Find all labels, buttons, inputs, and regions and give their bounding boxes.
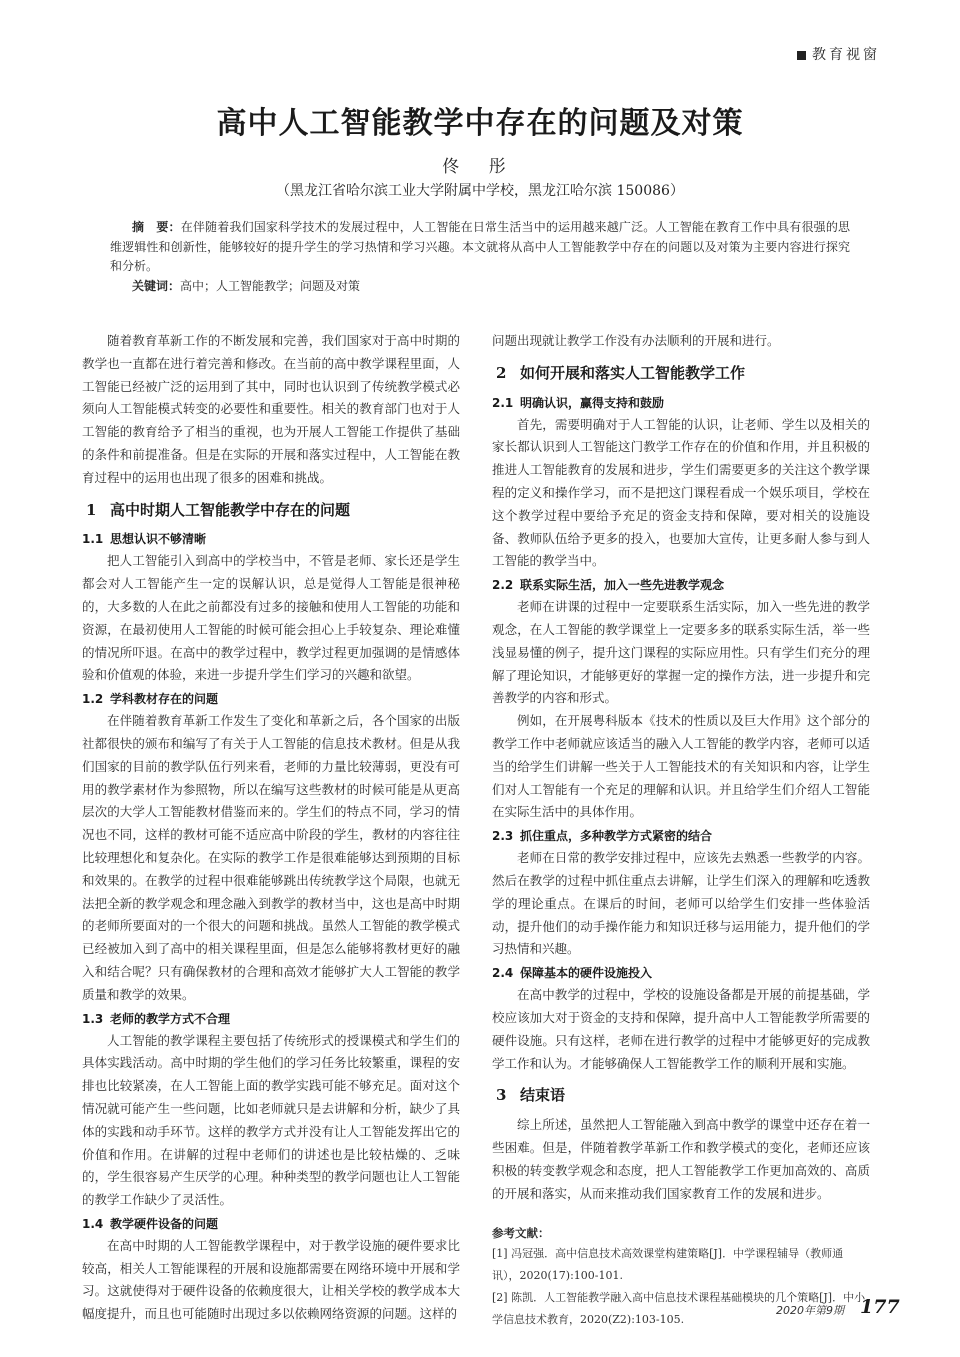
section-1-1-heading <box>82 528 460 550</box>
subsection-number: 2.3 <box>492 829 514 844</box>
subsection-number: 1.1 <box>82 532 104 547</box>
reference-item: [1] 冯冠强．高中信息技术高效课堂构建策略[J]．中学课程辅导（教师通讯），2020(17):100-101. <box>492 1247 844 1283</box>
section-title: 如何开展和落实人工智能教学工作 <box>520 363 746 382</box>
abstract <box>110 218 850 277</box>
subsection-title: 联系实际生活，加入一些先进教学观念 <box>520 578 725 593</box>
keywords <box>110 277 850 294</box>
subsection-number: 2.1 <box>492 395 514 410</box>
section-2-1-heading <box>492 392 870 414</box>
section-number: 3 <box>496 1086 507 1105</box>
keywords-text: 高中；人工智能教学；问题及对策 <box>180 279 361 293</box>
section-number: 1 <box>86 500 97 519</box>
subsection-number: 1.3 <box>82 1011 104 1026</box>
issue-label: 2020年第9期 <box>776 1304 844 1317</box>
paragraph: 综上所述，虽然把人工智能融入到高中教学的课堂中还存在着一些困难。但是，伴随着教学革新工作和教学模式的变化，老师还应该积极的转变教学观念和态度，把人工智能教学工作更加高效的、高质的开展和落实，从而来推动我们国家教育工作的发展和进步。 <box>492 1117 870 1201</box>
square-bullet-icon <box>797 51 806 60</box>
paragraph: 老师在讲课的过程中一定要联系生活实际，加入一些先进的教学观念，在人工智能的教学课堂上一定要多多的联系实际生活，举一些浅显易懂的例子，提升这门课程的实际应用性。只有学生们充分的理解了理论知识，才能够更好的掌握一定的操作方法，进一步提升和完善教学的内容和形式。 <box>492 599 870 706</box>
paragraph-continued: 问题出现就让教学工作没有办法顺利的开展和进行。 <box>492 333 780 348</box>
section-1-2-heading <box>82 688 460 710</box>
paragraph: 老师在日常的教学安排过程中，应该先去熟悉一些教学的内容。然后在教学的过程中抓住重点去讲解，让学生们深入的理解和吃透教学的理论重点。在课后的时间，老师可以给学生们安排一些体验活动，提升他们的动手操作能力和知识迁移与运用能力，提升他们的学习热情和兴趣。 <box>492 850 870 957</box>
section-tag-label: 教育视窗 <box>812 47 880 63</box>
paragraph: 在伴随着教育革新工作发生了变化和革新之后，各个国家的出版社都很快的颁布和编写了有关于人工智能的信息技术教材。但是从我们国家的目前的教学队伍行列来看，老师的力量比较薄弱，更没有可用的教学素材作为参照物，所以在编写这些教材的时候可能是从更高层次的大学人工智能教材借鉴而来的。学生们的特点不同，学习的情况也不同，这样的教材可能不适应高中阶段的学生，教材的内容往往比较理想化和复杂化。在实际的教学工作是很难能够达到预期的目标和效果的。在教学的过程中很难能够跳出传统教学这个局限，也就无法把全新的教学观念和理念融入到教学的教材当中，这也是高中时期的老师所要面对的一个很大的问题和挑战。虽然人工智能的教学模式已经被加入到了高中的相关课程里面，但是怎么能够将教材更好的融入和结合呢？只有确保教材的合理和高效才能够扩大人工智能的教学质量和教学的效果。 <box>82 713 460 1002</box>
subsection-number: 2.2 <box>492 578 514 593</box>
article-title: 高中人工智能教学中存在的问题及对策 <box>216 106 744 141</box>
subsection-title: 思想认识不够清晰 <box>110 532 207 547</box>
reference-item: [2] 陈凯．人工智能教学融入高中信息技术课程基础模块的几个策略[J]．中小学信息技术教育，2020(Z2):103-105. <box>492 1291 866 1327</box>
subsection-number: 1.2 <box>82 692 104 707</box>
section-1-4-heading <box>82 1213 460 1235</box>
section-1-heading <box>82 499 460 522</box>
subsection-title: 学科教材存在的问题 <box>110 692 219 707</box>
subsection-number: 1.4 <box>82 1216 104 1231</box>
subsection-title: 明确认识，赢得支持和鼓励 <box>520 395 665 410</box>
section-tag <box>797 44 880 64</box>
section-3-heading <box>492 1084 870 1107</box>
abstract-text: 在伴随着我们国家科学技术的发展过程中，人工智能在日常生活当中的运用越来越广泛。人工智能在教育工作中具有很强的思维逻辑性和创新性，能够较好的提升学生的学习热情和学习兴趣。本文就将从高中人工智能教学中存在的问题以及对策为主要内容进行探究和分析。 <box>110 220 850 273</box>
section-number: 2 <box>496 363 507 382</box>
paragraph: 人工智能的教学课程主要包括了传统形式的授课模式和学生们的具体实践活动。高中时期的学生他们的学习任务比较繁重，课程的安排也比较紧凑，在人工智能上面的教学实践可能不够充足。面对这个情况就可能产生一些问题，比如老师就只是去讲解和分析，缺少了具体的实践和动手环节。这样的教学方式并没有让人工智能发挥出它的价值和作用。在讲解的过程中老师们的讲述也是比较枯燥的、乏味的，学生很容易产生厌学的心理。种种类型的教学问题也让人工智能的教学工作缺少了灵活性。 <box>82 1032 460 1208</box>
right-column <box>492 330 870 1331</box>
subsection-title: 保障基本的硬件设施投入 <box>520 966 653 981</box>
paragraph: 把人工智能引入到高中的学校当中，不管是老师、家长还是学生都会对人工智能产生一定的误解认识，总是觉得人工智能是很神秘的，大多数的人在此之前都没有过多的接触和使用人工智能的功能和资源，在最初使用人工智能的时候可能会担心上手较复杂、理论难懂的情况所吓退。在高中的教学过程中，教学过程更加强调的是情感体验和价值观的体验，来进一步提升学生们学习的兴趣和欲望。 <box>82 553 460 683</box>
abstract-label: 摘 要： <box>132 220 181 234</box>
keywords-label: 关键词： <box>132 279 181 293</box>
left-column <box>82 330 460 1326</box>
paragraph: 在高中教学的过程中，学校的设施设备都是开展的前提基础，学校应该加大对于资金的支持和保障，提升高中人工智能教学所需要的硬件设施。只有这样，老师在进行教学的过程中才能够更好的完成教学工作和认为。才能够确保人工智能教学工作的顺利开展和实施。 <box>492 987 870 1071</box>
paragraph: 在高中时期的人工智能教学课程中，对于教学设施的硬件要求比较高，相关人工智能课程的开展和设施都需要在网络环境中开展和学习。这就使得对于硬件设备的依赖度很大，让相关学校的教学成本大幅度提升，而且也可能随时出现过多以依赖网络资源的问题。这样的 <box>82 1237 460 1322</box>
subsection-title: 老师的教学方式不合理 <box>110 1011 231 1026</box>
references-label: 参考文献： <box>492 1226 550 1241</box>
paragraph: 首先，需要明确对于人工智能的认识，让老师、学生以及相关的家长都认识到人工智能这门教学工作存在的价值和作用，并且积极的推进人工智能教育的发展和进步，学生们需要更多的关注这个教学课程的定义和操作学习，而不是把这门课程看成一个娱乐项目，学校在这个教学过程中要给予充足的资金支持和保障，要对相关的设施设备、教师队伍给予更多的投入，也要加大宣传，让更多耐人参与到人工智能的教学当中。 <box>492 416 870 569</box>
subsection-title: 抓住重点，多种教学方式紧密的结合 <box>520 829 713 844</box>
affiliation: （黑龙江省哈尔滨工业大学附属中学校，黑龙江哈尔滨 150086） <box>276 183 684 199</box>
section-title: 高中时期人工智能教学中存在的问题 <box>110 500 351 519</box>
section-2-3-heading <box>492 825 870 847</box>
section-2-2-heading <box>492 574 870 596</box>
author: 佟 彤 <box>442 157 518 177</box>
page-number: 177 <box>860 1296 900 1318</box>
section-1-3-heading <box>82 1008 460 1030</box>
section-2-heading <box>492 362 870 385</box>
intro-paragraph: 随着教育革新工作的不断发展和完善，我们国家对于高中时期的教学也一直都在进行着完善和修改。在当前的高中教学课程里面，人工智能已经被广泛的运用到了其中，同时也认识到了传统教学模式必须向人工智能模式转变的必要性和重要性。相关的教育部门也对于人工智能的教育给予了相当的重视，也为开展人工智能工作提供了基础的条件和前提准备。但是在实际的开展和落实过程中，人工智能在教育过程中的运用也出现了很多的困难和挑战。 <box>82 333 460 485</box>
subsection-title: 教学硬件设备的问题 <box>110 1216 219 1231</box>
section-title: 结束语 <box>520 1086 566 1105</box>
paragraph: 例如，在开展粤科版本《技术的性质以及巨大作用》这个部分的教学工作中老师就应该适当的融入人工智能的教学内容，老师可以适当的给学生们讲解一些关于人工智能技术的有关知识和内容，让学生们对人工智能有一个充足的理解和认识。并且给学生们介绍人工智能在实际生活中的具体作用。 <box>492 713 870 820</box>
section-2-4-heading <box>492 962 870 984</box>
subsection-number: 2.4 <box>492 966 514 981</box>
